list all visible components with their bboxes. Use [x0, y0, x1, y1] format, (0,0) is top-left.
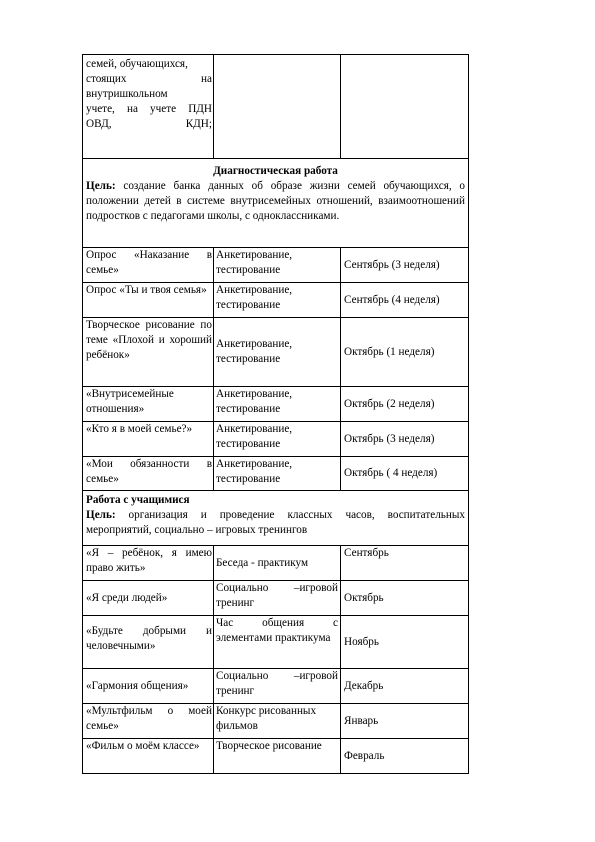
row-date [340, 318, 468, 386]
row-date-text: Февраль [344, 749, 385, 762]
goal-label: Цель: [86, 509, 116, 521]
row-title: «Фильм о моём классе» [86, 740, 200, 752]
intro-line: внутришкольном [86, 88, 168, 100]
row-form: Социально –игровой тренинг [213, 581, 340, 615]
row-title: Опрос «Наказание в семье» [86, 249, 212, 276]
intro-row [83, 55, 468, 158]
row-title: Опрос «Ты и твоя семья» [86, 284, 207, 296]
students-section-cell [83, 491, 468, 545]
row-date-text: Сентябрь (3 неделя) [344, 258, 440, 271]
diag-section-header [83, 158, 468, 247]
table-row [83, 421, 468, 456]
row-date [340, 581, 468, 615]
row-title: «Мои обязанности в семье» [86, 458, 212, 485]
row-date-text: Октябрь (2 неделя) [344, 397, 435, 410]
row-date-text: Октябрь [344, 591, 384, 604]
row-date-text: Декабрь [344, 679, 384, 692]
intro-empty-cell [340, 55, 468, 158]
table-row [83, 545, 468, 580]
table-row [83, 580, 468, 615]
row-date-text: Октябрь (3 неделя) [344, 432, 435, 445]
row-date [340, 546, 468, 580]
table-row [83, 247, 468, 282]
row-title [83, 669, 213, 703]
intro-line: семей, обучающихся, [86, 58, 188, 70]
row-title: «Кто я в моей семье?» [86, 423, 193, 435]
goal-label: Цель: [86, 180, 116, 192]
row-form-text: Беседа - практикум [216, 556, 309, 569]
table-row [83, 703, 468, 738]
row-date-text: Ноябрь [344, 635, 379, 648]
row-form: Анкетирование, тестирование [213, 457, 340, 490]
table-row [83, 615, 468, 668]
intro-line: учете, на учете ПДН [86, 103, 212, 115]
students-section-header [83, 490, 468, 545]
row-date [340, 616, 468, 668]
table-row [83, 668, 468, 703]
intro-cell [83, 55, 213, 158]
row-form: Анкетирование, тестирование [213, 248, 340, 282]
row-form-text: Анкетирование, тестирование [216, 338, 293, 365]
section-title: Работа с учащимися [86, 494, 190, 506]
table-row [83, 738, 468, 773]
table-row [83, 386, 468, 421]
plan-table [82, 54, 469, 774]
row-title [83, 581, 213, 615]
row-form: Анкетирование, тестирование [213, 422, 340, 456]
intro-empty-cell [213, 55, 340, 158]
row-form: Творческое рисование [213, 739, 340, 773]
diag-section-cell [83, 159, 468, 247]
row-title-text: «Я среди людей» [86, 591, 168, 604]
row-date-text: Сентябрь [344, 547, 389, 559]
row-date-text: Октябрь ( 4 неделя) [344, 467, 438, 479]
table-row [83, 317, 468, 386]
intro-line: ОВД, КДН; [86, 118, 212, 130]
row-date [340, 669, 468, 703]
row-form: Час общения с элементами практикума [213, 616, 340, 668]
row-date-text: Январь [344, 714, 379, 727]
row-form: Анкетирование, тестирование [213, 283, 340, 317]
row-date [340, 457, 468, 490]
section-goal [86, 179, 465, 224]
row-title-text: «Гармония общения» [86, 679, 189, 692]
row-date [340, 739, 468, 773]
row-title: «Я – ребёнок, я имею право жить» [86, 547, 212, 574]
row-form [213, 318, 340, 386]
table-row [83, 282, 468, 317]
row-date [340, 704, 468, 738]
row-date [340, 248, 468, 282]
row-date [340, 387, 468, 421]
section-goal [86, 508, 465, 538]
row-form: Анкетирование, тестирование [213, 387, 340, 421]
intro-line: стоящих на [86, 73, 212, 85]
row-form: Социально –игровой тренинг [213, 669, 340, 703]
row-date [340, 283, 468, 317]
row-date [340, 422, 468, 456]
row-form: Конкурс рисованных фильмов [213, 704, 340, 738]
row-title: «Будьте добрыми и человечными» [86, 625, 212, 652]
goal-text: организация и проведение классных часов, воспитательных мероприятий, социально – игровых тренингов [86, 509, 465, 536]
section-title: Диагностическая работа [213, 165, 338, 177]
goal-text: создание банка данных об образе жизни семей обучающихся, о положении детей в системе внутрисемейных отношений, взаимоотношений подростков с педагогами школы, с одноклассниками. [86, 180, 465, 222]
row-title: Творческое рисование по теме «Плохой и хороший ребёнок» [86, 319, 212, 361]
table-row [83, 456, 468, 490]
row-form [213, 546, 340, 580]
row-title: «Мультфильм о моей семье» [86, 705, 212, 732]
row-title: «Внутрисемейные отношения» [86, 388, 174, 415]
row-date-text: Сентябрь (4 неделя) [344, 293, 440, 306]
row-date-text: Октябрь (1 неделя) [344, 345, 435, 358]
